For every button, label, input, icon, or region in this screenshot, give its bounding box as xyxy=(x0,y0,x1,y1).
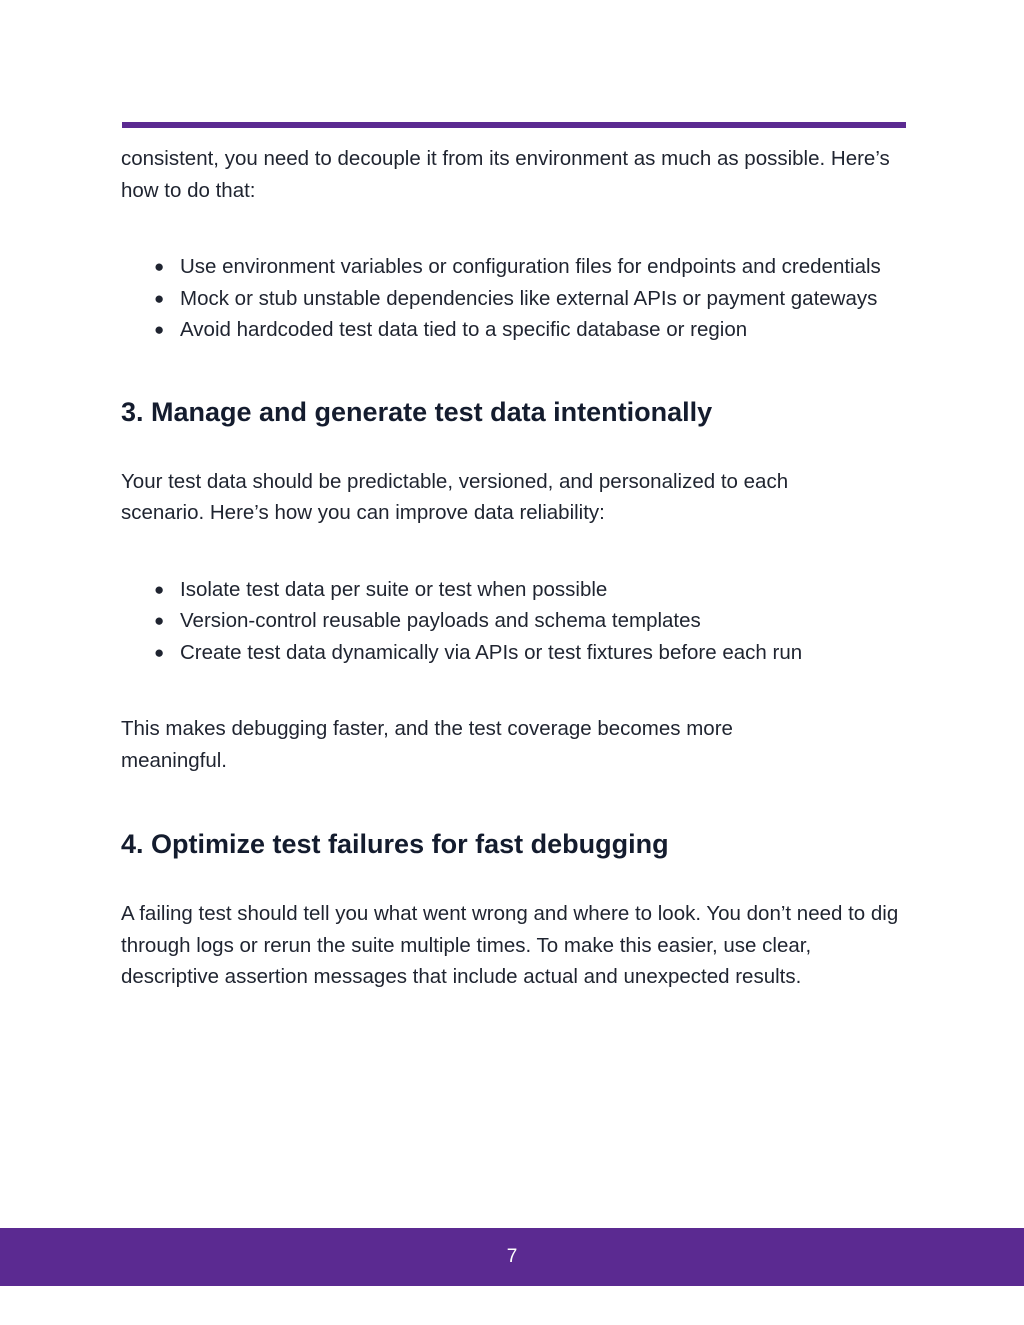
list-item-text: Version-control reusable payloads and schema templates xyxy=(180,609,701,632)
section-4-heading: 4. Optimize test failures for fast debugging xyxy=(121,829,669,859)
bullet-icon: ● xyxy=(154,257,165,276)
list-item xyxy=(121,314,908,346)
bullet-icon: ● xyxy=(154,611,165,630)
list-item-text: Use environment variables or configuration files for endpoints and credentials xyxy=(180,255,881,278)
list-item xyxy=(121,574,911,606)
section-3-paragraph: Your test data should be predictable, versioned, and personalized to each scenario. Here’s how you can improve data reliability: xyxy=(121,469,789,524)
intro-paragraph: consistent, you need to decouple it from its environment as much as possible. Here’s how to do that: xyxy=(121,147,890,202)
list-item-text: Avoid hardcoded test data tied to a specific database or region xyxy=(180,318,748,341)
page-content xyxy=(121,143,911,993)
section-4-paragraph: A failing test should tell you what went wrong and where to look. You don’t need to dig through logs or rerun the suite multiple times. To make this easier, use clear, descriptive assertion messages that include actual and unexpected results. xyxy=(121,902,899,988)
list-item-text: Isolate test data per suite or test when possible xyxy=(180,577,608,601)
list-item xyxy=(121,283,908,315)
section-3-heading: 3. Manage and generate test data intentionally xyxy=(121,396,713,427)
header-rule xyxy=(122,122,906,128)
list-item xyxy=(121,251,908,283)
page-number: 7 xyxy=(506,1246,518,1267)
section-3-closing: This makes debugging faster, and the test coverage becomes more meaningful. xyxy=(121,717,733,772)
list-item-text: Mock or stub unstable dependencies like external APIs or payment gateways xyxy=(180,286,878,310)
intro-bullet-list xyxy=(121,251,911,346)
bullet-icon: ● xyxy=(154,579,165,599)
page-footer xyxy=(0,1228,1024,1286)
list-item xyxy=(121,637,911,669)
list-item xyxy=(121,605,911,637)
bullet-icon: ● xyxy=(154,288,165,308)
bullet-icon: ● xyxy=(154,642,165,662)
bullet-icon: ● xyxy=(154,320,165,339)
list-item-text: Create test data dynamically via APIs or test fixtures before each run xyxy=(180,640,803,664)
section-3-bullet-list xyxy=(121,574,911,669)
